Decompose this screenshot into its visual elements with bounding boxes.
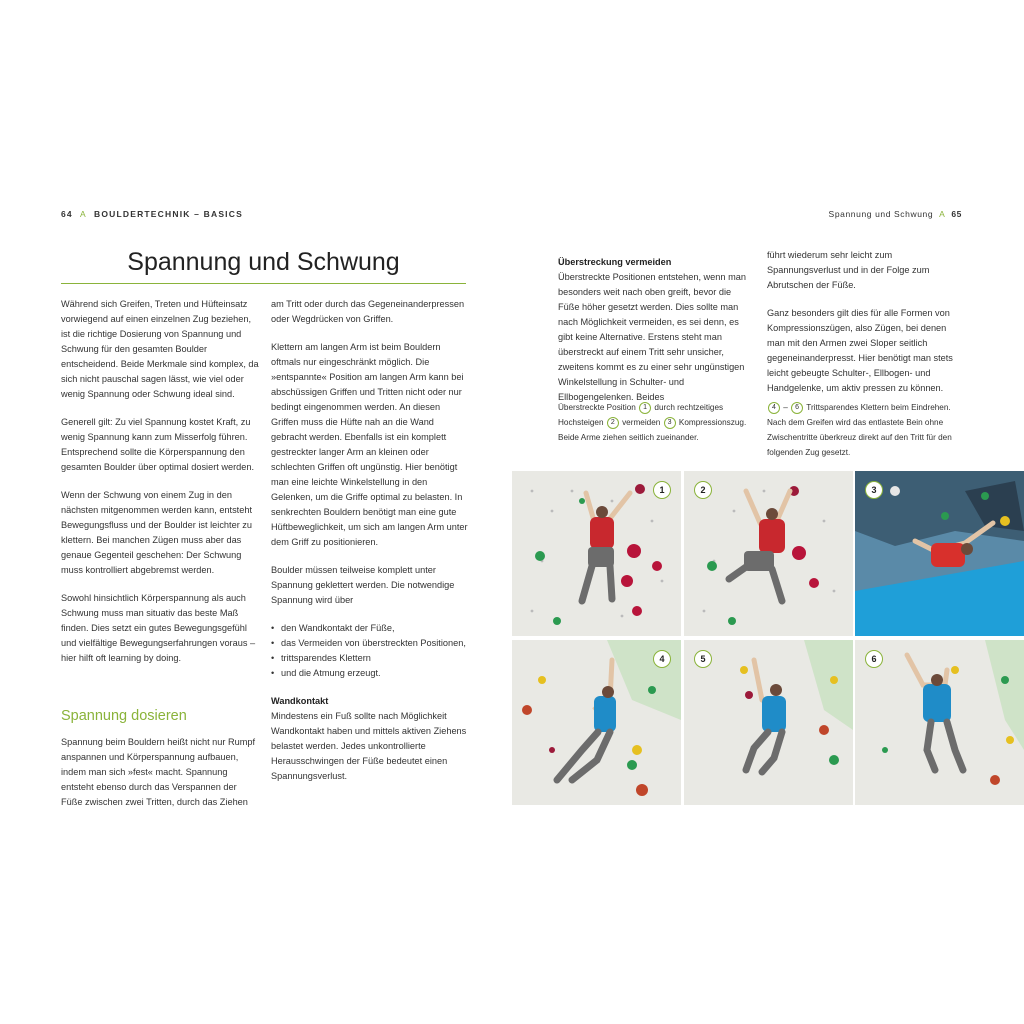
photo-number-badge: 5 <box>694 650 712 668</box>
left-section-letter: A <box>79 209 87 219</box>
photo-2 <box>684 471 853 636</box>
list-item: • das Vermeiden von überstreckten Positionen, <box>271 636 469 651</box>
number-badge: 2 <box>607 417 619 429</box>
photo-3 <box>855 471 1024 636</box>
number-badge: 6 <box>791 402 803 414</box>
paragraph: Wenn der Schwung von einem Zug in den nächsten mitgenommen werden kann, entsteht Bewegungsfluss und der Boulder ist leichter zu klettern. Bei manchen Zügen muss aber das genaue Gegenteil geschehen: Der Schwung muss kontrolliert abgebremst werden. <box>61 490 253 575</box>
caption-photos-1-3: Überstreckte Position 1 durch rechtzeitiges Hochsteigen 2 vermeiden 3 Kompressionszug. Beide Arme ziehen seitlich zueinander. <box>558 403 747 442</box>
bullet-list <box>271 621 469 681</box>
subheading-wandkontakt: Wandkontakt <box>271 696 329 706</box>
photo-1 <box>512 471 681 636</box>
paragraph: am Tritt oder durch das Gegeneinanderpressen oder Wegdrücken von Griffen. <box>271 299 465 324</box>
number-badge: 1 <box>639 402 651 414</box>
photo-4 <box>512 640 681 805</box>
right-page-number: 65 <box>951 209 962 219</box>
number-badge: 4 <box>768 402 780 414</box>
column-2 <box>271 297 469 784</box>
subheading-spannung-dosieren: Spannung dosieren <box>61 708 187 724</box>
photo-6 <box>855 640 1024 805</box>
caption-photos-4-6: 4 – 6 Trittsparendes Klettern beim Eindrehen. Nach dem Greifen wird das entlastete Bein ohne Zwischentritte überkreuz direkt auf den Tritt für den folgenden Zug gesetzt. <box>767 403 952 457</box>
photo-number-badge: 6 <box>865 650 883 668</box>
list-item: • und die Atmung erzeugt. <box>271 666 469 681</box>
subheading-ueberstreckung: Überstreckung vermeiden <box>558 257 672 267</box>
paragraph: Sowohl hinsichtlich Körperspannung als auch Schwung muss man situativ das beste Maß finden. Dies setzt ein gutes Bewegungsgefühl und vielfältige Bewegungserfahrungen voraus – hier hilft oft learning by doing. <box>61 593 256 663</box>
left-page-header <box>61 209 243 219</box>
right-section-title: Spannung und Schwung <box>828 209 934 219</box>
photo-number-badge: 1 <box>653 481 671 499</box>
right-section-letter: A <box>939 209 946 219</box>
left-page-number: 64 <box>61 209 73 219</box>
page-title: Spannung und Schwung <box>127 248 400 276</box>
paragraph: Während sich Greifen, Treten und Hüfteinsatz vorwiegend auf einen einzelnen Zug beziehen, ist die richtige Dosierung von Spannung und Schwung für den gesamten Boulder entscheidend. Beide Merkmale sind komplex, da sich nicht pauschal sagen lässt, wie viel oder wenig Spannung oder Schwung ideal sind. <box>61 299 259 399</box>
column-1-continued <box>61 735 259 810</box>
column-3 <box>558 255 748 415</box>
column-4 <box>767 248 965 409</box>
photo-number-badge: 3 <box>865 481 883 499</box>
paragraph: Ganz besonders gilt dies für alle Formen von Kompressionszügen, also Zügen, bei denen man mit den Armen zwei Sloper seitlich gegeneinanderpresst. Hier benötigt man stets leicht gebeugte Schulter-, Ellbogen- und Handgelenke, um aktiv pressen zu können. <box>767 308 953 393</box>
paragraph: Generell gilt: Zu viel Spannung kostet Kraft, zu wenig Spannung kann zum Misserfolg führen. Entsprechend sollte die Körperspannung den gesamten Boulder über optimal dosiert werden. <box>61 417 255 472</box>
photo-number-badge: 2 <box>694 481 712 499</box>
paragraph: Mindestens ein Fuß sollte nach Möglichkeit Wandkontakt haben und mittels aktiven Ziehens belastet werden. Jedes unkontrollierte Herausschwingen der Füße bedeutet einen Spannungsverlust. <box>271 711 467 781</box>
number-badge: 3 <box>664 417 676 429</box>
paragraph: Überstreckte Positionen entstehen, wenn man besonders weit nach oben greift, bevor die Füße höher gesetzt werden. Dies sollte man nach Möglichkeit vermeiden, es sei denn, es gibt keine Alternative. Erstens steht man überstreckt auf einem Tritt sehr unsicher, zweitens kommt es zu einer sehr ungünstigen Winkelstellung in Schulter- und Ellbogengelenken. Beides <box>558 272 746 402</box>
photo-number-badge: 4 <box>653 650 671 668</box>
paragraph: Boulder müssen teilweise komplett unter Spannung geklettert werden. Die notwendige Spannung wird über <box>271 565 455 605</box>
list-item: • trittsparendes Klettern <box>271 651 469 666</box>
left-section-title: BOULDERTECHNIK – BASICS <box>93 209 243 219</box>
paragraph: Klettern am langen Arm ist beim Bouldern oftmals nur eingeschränkt möglich. Die »entspannte« Position am langen Arm kann bei abschüssigen Griffen und Tritten nicht oder nur bedingt eingenommen werden. An diesen Griffen muss die Hüfte nah an die Wand gebracht werden. Ebenfalls ist ein komplett gestreckter langer Arm an kleinen oder schlechten Griffen oft ungünstig. Hier benötigt man eine leichte Winkelstellung in den Gelenken, um die Griffe optimal zu belasten. In senkrechten Bouldern benötigt man eine gute Hüftbeweglichkeit, um sich am langen Arm unter dem Griff zu positionieren. <box>271 342 468 547</box>
photo-5 <box>684 640 853 805</box>
list-item: • den Wandkontakt der Füße, <box>271 621 469 636</box>
title-rule <box>61 283 466 284</box>
column-1 <box>61 297 259 679</box>
paragraph: Spannung beim Bouldern heißt nicht nur Rumpf anspannen und Körperspannung aufbauen, indem man sich »fest« macht. Spannung entsteht ebenso durch das Verspannen der Füße zwischen zwei Tritten, durch das Ziehen <box>61 737 256 807</box>
paragraph: führt wiederum sehr leicht zum Spannungsverlust und in der Folge zum Abrutschen der Füße. <box>767 250 930 290</box>
right-page-header <box>829 209 962 219</box>
